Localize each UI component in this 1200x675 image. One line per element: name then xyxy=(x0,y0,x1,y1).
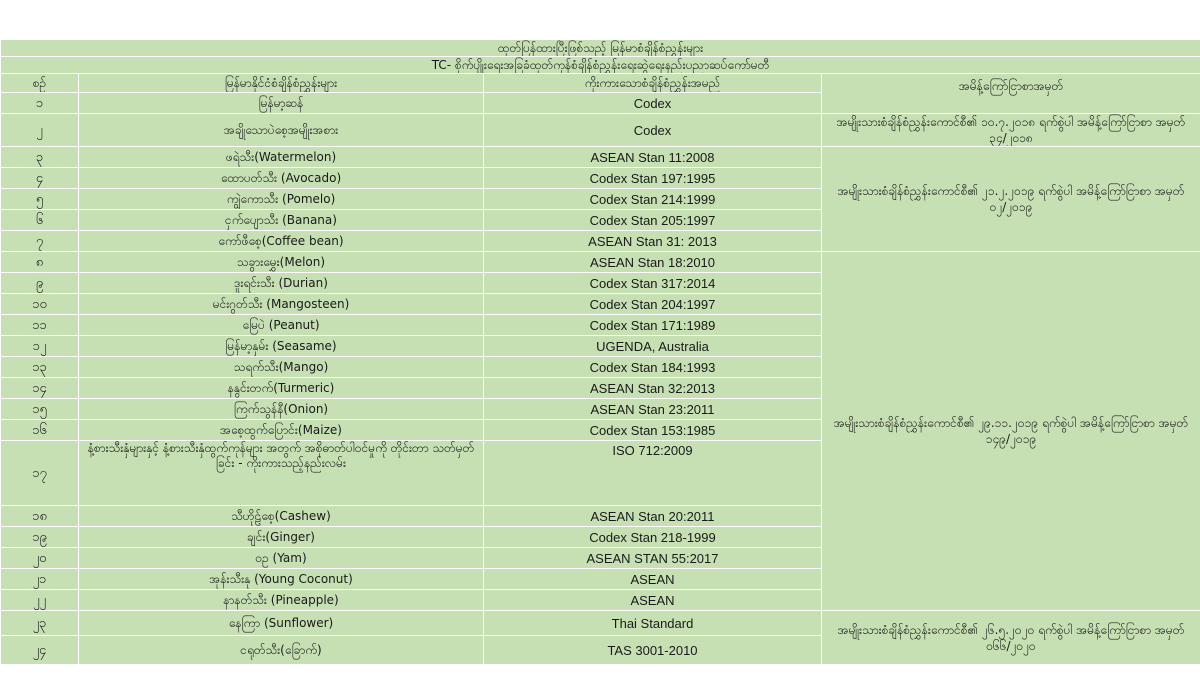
row-standard-name: နံ့စားသီးနှံများနှင့် နံ့စားသီးနှံထွက်ကုန်များ အတွက် အစိုဓာတ်ပါဝင်မှုကို တိုင်းတာ သတ်မှတ်ခြင်း - ကိုးကားသည့်နည်းလမ်း xyxy=(79,441,484,506)
header-no: စဉ် xyxy=(1,74,79,93)
header-myanmar-standard: မြန်မာနိုင်ငံစံချိန်စံညွှန်းများ xyxy=(79,74,484,93)
row-number: ၅ xyxy=(1,189,79,210)
row-standard-name: နနွင်းတက်(Turmeric) xyxy=(79,378,484,399)
table-row xyxy=(1,147,1200,168)
row-standard-name: အုန်းသီးနု (Young Coconut) xyxy=(79,569,484,590)
row-number: ၉ xyxy=(1,273,79,294)
row-number: ၂၄ xyxy=(1,636,79,665)
row-reference: Codex Stan 171:1989 xyxy=(484,315,822,336)
row-standard-name: ဒူးရင်းသီး (Durian) xyxy=(79,273,484,294)
row-reference: Codex Stan 218-1999 xyxy=(484,527,822,548)
row-number: ၁၂ xyxy=(1,336,79,357)
row-number: ၂၃ xyxy=(1,611,79,636)
row-number: ၂၁ xyxy=(1,569,79,590)
row-reference: Codex xyxy=(484,93,822,114)
approval-note: အမျိုးသားစံချိန်စံညွှန်းကောင်စီ၏ ၁၀.၇.၂၀၁၈ ရက်စွဲပါ အမိန့်ကြော်ငြာစာ အမှတ် ၃၄/၂၀၁၈ xyxy=(822,114,1200,147)
header-approval: အမိန့်ကြော်ငြာစာအမှတ် xyxy=(822,74,1200,114)
row-reference: Codex Stan 317:2014 xyxy=(484,273,822,294)
row-standard-name: အစေ့ထွက်ပြောင်း(Maize) xyxy=(79,420,484,441)
row-number: ၁၈ xyxy=(1,506,79,527)
row-standard-name: ချင်း(Ginger) xyxy=(79,527,484,548)
row-number: ၁၀ xyxy=(1,294,79,315)
row-standard-name: မြေပဲ (Peanut) xyxy=(79,315,484,336)
row-number: ၂၂ xyxy=(1,590,79,611)
row-reference: ASEAN Stan 20:2011 xyxy=(484,506,822,527)
row-number: ၂ xyxy=(1,114,79,147)
row-number: ၁၇ xyxy=(1,441,79,506)
header-reference: ကိုးကားသောစံချိန်စံညွှန်းအမည် xyxy=(484,74,822,93)
row-reference: ASEAN Stan 18:2010 xyxy=(484,252,822,273)
row-standard-name: သခွားမွှေး(Melon) xyxy=(79,252,484,273)
table-row xyxy=(1,114,1200,147)
row-reference: Codex Stan 204:1997 xyxy=(484,294,822,315)
table-subtitle: TC- စိုက်ပျိုးရေးအခြခံထုတ်ကုန်စံချိန်စံညွှန်းရေးဆွဲရေးနည်းပညာဆပ်ကော်မတီ xyxy=(1,57,1200,74)
row-number: ၁၉ xyxy=(1,527,79,548)
row-reference: ASEAN xyxy=(484,569,822,590)
row-reference: ASEAN Stan 32:2013 xyxy=(484,378,822,399)
row-reference: Codex Stan 153:1985 xyxy=(484,420,822,441)
row-standard-name: ကျွဲကောသီး (Pomelo) xyxy=(79,189,484,210)
row-standard-name: မြန်မာ့နှမ်း (Seasame) xyxy=(79,336,484,357)
header-row xyxy=(1,74,1200,93)
row-standard-name: သီဟိုဠ်စေ့(Cashew) xyxy=(79,506,484,527)
row-number: ၁ xyxy=(1,93,79,114)
row-reference: ISO 712:2009 xyxy=(484,441,822,506)
row-reference: ASEAN xyxy=(484,590,822,611)
table-row xyxy=(1,611,1200,636)
row-reference: ASEAN Stan 11:2008 xyxy=(484,147,822,168)
row-standard-name: မင်းဂွတ်သီး (Mangosteen) xyxy=(79,294,484,315)
row-reference: Codex Stan 184:1993 xyxy=(484,357,822,378)
row-reference: Codex xyxy=(484,114,822,147)
row-number: ၄ xyxy=(1,168,79,189)
table-title: ထုတ်ပြန်ထားပြီးဖြစ်သည့် မြန်မာစံချိန်စံညွှန်းများ xyxy=(1,40,1200,57)
row-number: ၁၁ xyxy=(1,315,79,336)
row-standard-name: ဝဥ (Yam) xyxy=(79,548,484,569)
row-reference: ASEAN Stan 23:2011 xyxy=(484,399,822,420)
row-number: ၂၀ xyxy=(1,548,79,569)
approval-note: အမျိုးသားစံချိန်စံညွှန်းကောင်စီ၏ ၂၁.၂.၂၀၁၉ ရက်စွဲပါ အမိန့်ကြော်ငြာစာ အမှတ် ၀၂/၂၀၁၉ xyxy=(822,147,1200,252)
row-reference: ASEAN Stan 31: 2013 xyxy=(484,231,822,252)
row-reference: Codex Stan 197:1995 xyxy=(484,168,822,189)
row-number: ၁၃ xyxy=(1,357,79,378)
row-number: ၁၄ xyxy=(1,378,79,399)
row-number: ၇ xyxy=(1,231,79,252)
row-standard-name: ဖရဲသီး(Watermelon) xyxy=(79,147,484,168)
standards-table xyxy=(0,39,1200,665)
row-standard-name: ကြက်သွန်နီ(Onion) xyxy=(79,399,484,420)
row-reference: Codex Stan 214:1999 xyxy=(484,189,822,210)
row-number: ၃ xyxy=(1,147,79,168)
row-standard-name: ကော်ဖီစေ့(Coffee bean) xyxy=(79,231,484,252)
row-reference: Thai Standard xyxy=(484,611,822,636)
row-number: ၈ xyxy=(1,252,79,273)
approval-note: အမျိုးသားစံချိန်စံညွှန်းကောင်စီ၏ ၂၉.၁၁.၂၀၁၉ ရက်စွဲပါ အမိန့်ကြော်ငြာစာ အမှတ် ၁၄၉/၂၀၁၉ xyxy=(822,252,1200,611)
row-standard-name: သရက်သီး(Mango) xyxy=(79,357,484,378)
row-standard-name: ငရုတ်သီး(ခြောက်) xyxy=(79,636,484,665)
row-standard-name: အချိုသောပဲစေ့အမျိုးအစား xyxy=(79,114,484,147)
row-standard-name: နာနတ်သီး (Pineapple) xyxy=(79,590,484,611)
row-standard-name: ထောပတ်သီး (Avocado) xyxy=(79,168,484,189)
row-number: ၁၆ xyxy=(1,420,79,441)
row-standard-name: ငှက်ပျောသီး (Banana) xyxy=(79,210,484,231)
approval-note: အမျိုးသားစံချိန်စံညွှန်းကောင်စီ၏ ၂၆.၅.၂၀၂၀ ရက်စွဲပါ အမိန့်ကြော်ငြာစာ အမှတ် ၀၆၆/၂၀၂၀ xyxy=(822,611,1200,665)
row-reference: UGENDA, Australia xyxy=(484,336,822,357)
table-row xyxy=(1,252,1200,273)
row-number: ၁၅ xyxy=(1,399,79,420)
row-reference: ASEAN STAN 55:2017 xyxy=(484,548,822,569)
row-number: ၆ xyxy=(1,210,79,231)
row-standard-name: နေကြာ (Sunflower) xyxy=(79,611,484,636)
row-standard-name: မြန်မာ့ဆန် xyxy=(79,93,484,114)
row-reference: TAS 3001-2010 xyxy=(484,636,822,665)
standards-sheet xyxy=(0,39,1200,665)
row-reference: Codex Stan 205:1997 xyxy=(484,210,822,231)
